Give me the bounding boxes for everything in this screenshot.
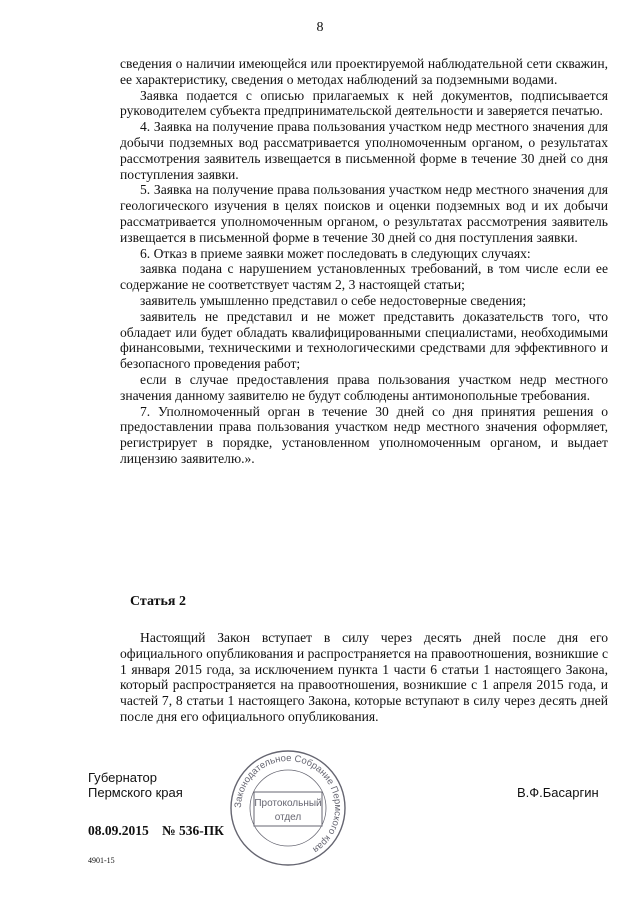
article-body [120,630,608,725]
paragraph-5: 5. Заявка на получение права пользования участком недр местного значения для геологического изучения в целях поисков и оценки подземных вод и их добычи рассматривается уполномоченным органом, о результатах рассмотрения заявитель извещается в письменной форме в течение 30 дней со дня поступления заявки. [120,182,608,245]
refusal-case-3: заявитель не представил и не может представить доказательств того, что обладает или будет обладать квалифицированными специалистами, необходимыми финансовыми, техническими и технологическими средствами для эффективного и безопасного проведения работ; [120,308,608,372]
document-number: № 536-ПК [162,823,224,838]
signatory-name: В.Ф.Басаргин [517,785,599,800]
refusal-case-4: если в случае предоставления права пользования участком недр местного значения данному заявителю не будут соблюдены антимонопольные требования. [120,371,608,403]
stamp-box-line1: Протокольный [254,798,322,809]
signatory-title-line2: Пермского края [88,785,183,800]
stamp-ring-text: Законодательное Собрание Пермского края [232,752,344,856]
official-stamp [228,748,348,868]
paragraph-4: 4. Заявка на получение права пользования участком недр местного значения для добычи подземных вод рассматривается уполномоченным органом, о результатах рассмотрения заявитель извещается в письменной форме в течение 30 дней со дня поступления заявки. [120,119,608,182]
signatory-title-line1: Губернатор [88,770,157,785]
paragraph-6: 6. Отказ в приеме заявки может последовать в следующих случаях: [140,245,531,261]
paragraph-continuation: сведения о наличии имеющейся или проектируемой наблюдательной сети скважин, ее характеристику, сведения о методах наблюдений за подземными водами. [120,56,608,87]
article-heading: Статья 2 [130,594,186,609]
paragraph-application-signature: Заявка подается с описью прилагаемых к ней документов, подписывается руководителем субъекта предпринимательской деятельности и заверяется печатью. [120,87,608,119]
refusal-case-2: заявитель умышленно представил о себе недостоверные сведения; [140,292,527,308]
law-body-text [120,56,608,467]
page-number: 8 [316,20,324,35]
stamp-box-line2: отдел [274,812,302,823]
control-code: 4901-15 [88,856,115,865]
article-paragraph: Настоящий Закон вступает в силу через десять дней после дня его официального опубликования и распространяется на правоотношения, возникшие с 1 января 2015 года, за исключением пункта 1 части 6 статьи 1 настоящего Закона, который распространяется на правоотношения, возникшие с 1 апреля 2015 года, и частей 7, 8 статьи 1 настоящего Закона, которые вступают в силу через десять дней после дня его официального опубликования. [120,630,608,724]
document-date: 08.09.2015 [88,823,149,838]
refusal-case-1: заявка подана с нарушением установленных требований, в том числе если ее содержание не соответствует частям 2, 3 настоящей статьи; [120,261,608,293]
signatory-title [88,770,183,800]
paragraph-7: 7. Уполномоченный орган в течение 30 дней со дня принятия решения о предоставлении права пользования участком недр местного значения оформляет, регистрирует в порядке, установленном уполномоченным органом, и выдает лицензию заявителю.». [120,403,608,466]
